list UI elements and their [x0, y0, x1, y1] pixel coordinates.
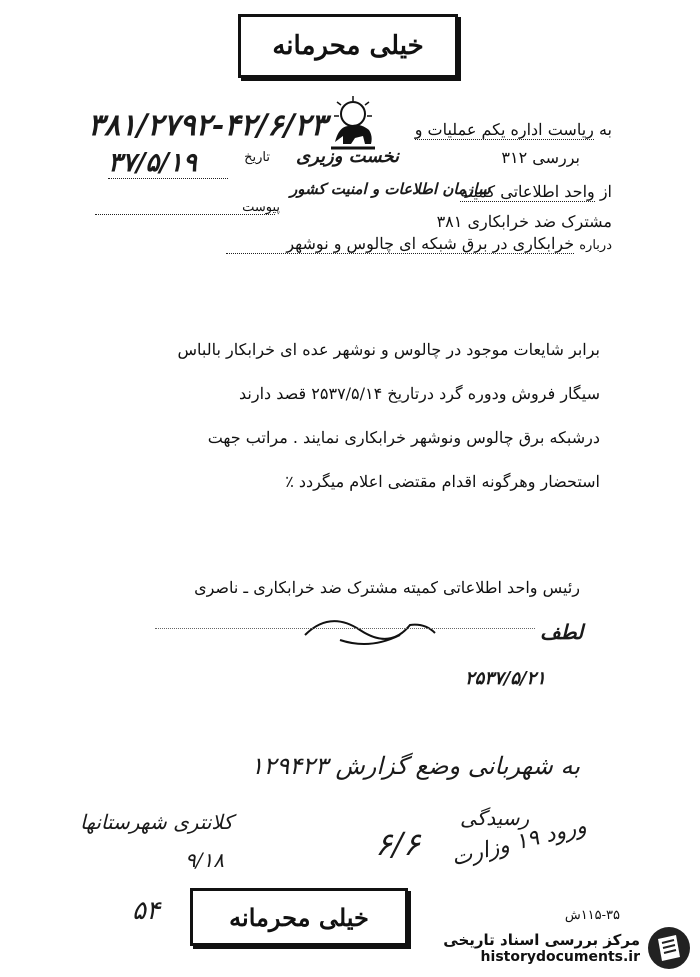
classification-stamp-top: [238, 14, 458, 78]
classification-stamp-bottom-text: خیلی محرمانه: [229, 902, 369, 932]
document-code: ۱۱۵-۳۵ش: [564, 908, 620, 923]
body-line-1: برابر شایعات موجود در چالوس و نوشهر عده ای خرابکار بالباس: [177, 340, 600, 359]
attachment-dotted-line: [95, 200, 275, 215]
date-handwritten: ۳۷/۵/۱۹: [108, 148, 228, 179]
header-subject-line: [226, 234, 612, 253]
handwritten-note-line-4: ۹/۱۸: [185, 848, 224, 872]
handwritten-note-line-6: ورود ۱۹ وزارت: [449, 813, 589, 872]
watermark-name: مرکز بررسی اسناد تاریخی: [443, 931, 640, 949]
savak-stamp: سازمان اطلاعات و امنیت کشور: [290, 180, 491, 198]
ministry-stamp: نخست وزیری: [296, 146, 400, 167]
to-value: ریاست اداره یکم عملیات و: [414, 120, 594, 139]
handwritten-note-line-3: کلانتری شهرستانها: [80, 810, 233, 834]
handwritten-number: ۵۴: [132, 896, 160, 926]
handwritten-note-line-5: ۶/۶: [375, 825, 421, 863]
signature-handwritten: لطف: [540, 620, 584, 644]
from-value: واحد اطلاعاتی کمیته: [460, 182, 595, 201]
investigation-value: ۳۱۲: [501, 148, 528, 167]
signature-date-stamp: ۲۵۳۷/۵/۲۱: [465, 668, 546, 689]
watermark-url: historydocuments.ir: [480, 949, 640, 965]
watermark: [443, 925, 692, 971]
from-continued: مشترک ضد خرابکاری ۳۸۱: [436, 212, 612, 231]
header-investigation-line: [501, 148, 580, 167]
watermark-logo-icon: [646, 925, 692, 971]
classification-stamp-bottom: [190, 888, 408, 946]
body-line-4: استحضار وهرگونه اقدام مقتضی اعلام میگردد ٪: [285, 472, 600, 491]
date-label: تاریخ: [244, 150, 270, 165]
from-label: از: [599, 182, 612, 201]
lion-and-sun-emblem-icon: [325, 92, 381, 154]
subject-label: درباره: [579, 238, 612, 253]
body-line-2: سیگار فروش ودوره گرد درتاریخ ۲۵۳۷/۵/۱۴ قصد دارند: [239, 384, 600, 403]
body-line-3: درشبکه برق چالوس ونوشهر خرابکاری نمایند . مراتب جهت: [207, 428, 600, 447]
faint-dotted-line: [155, 628, 535, 629]
signature-scribble-icon: [300, 605, 440, 655]
subject-value: خرابکاری در برق شبکه ای چالوس و نوشهر: [226, 234, 574, 254]
header-to-line: [415, 120, 612, 139]
attachment-label: پیوست: [242, 200, 280, 215]
letter-number-handwritten: ۳۸۱/۲۷۹۲-۴۲/۶/۲۳: [88, 108, 327, 143]
signature-title: رئیس واحد اطلاعاتی کمیته مشترک ضد خرابکاری ـ ناصری: [194, 578, 580, 597]
to-label: به: [598, 120, 612, 139]
handwritten-note-line-2: رسیدگی: [460, 806, 530, 830]
handwritten-note-line-1: به شهربانی وضع گزارش ۱۲۹۴۲۳: [250, 752, 580, 780]
investigation-label: بررسی: [532, 148, 580, 167]
classification-stamp-top-text: خیلی محرمانه: [272, 31, 424, 61]
